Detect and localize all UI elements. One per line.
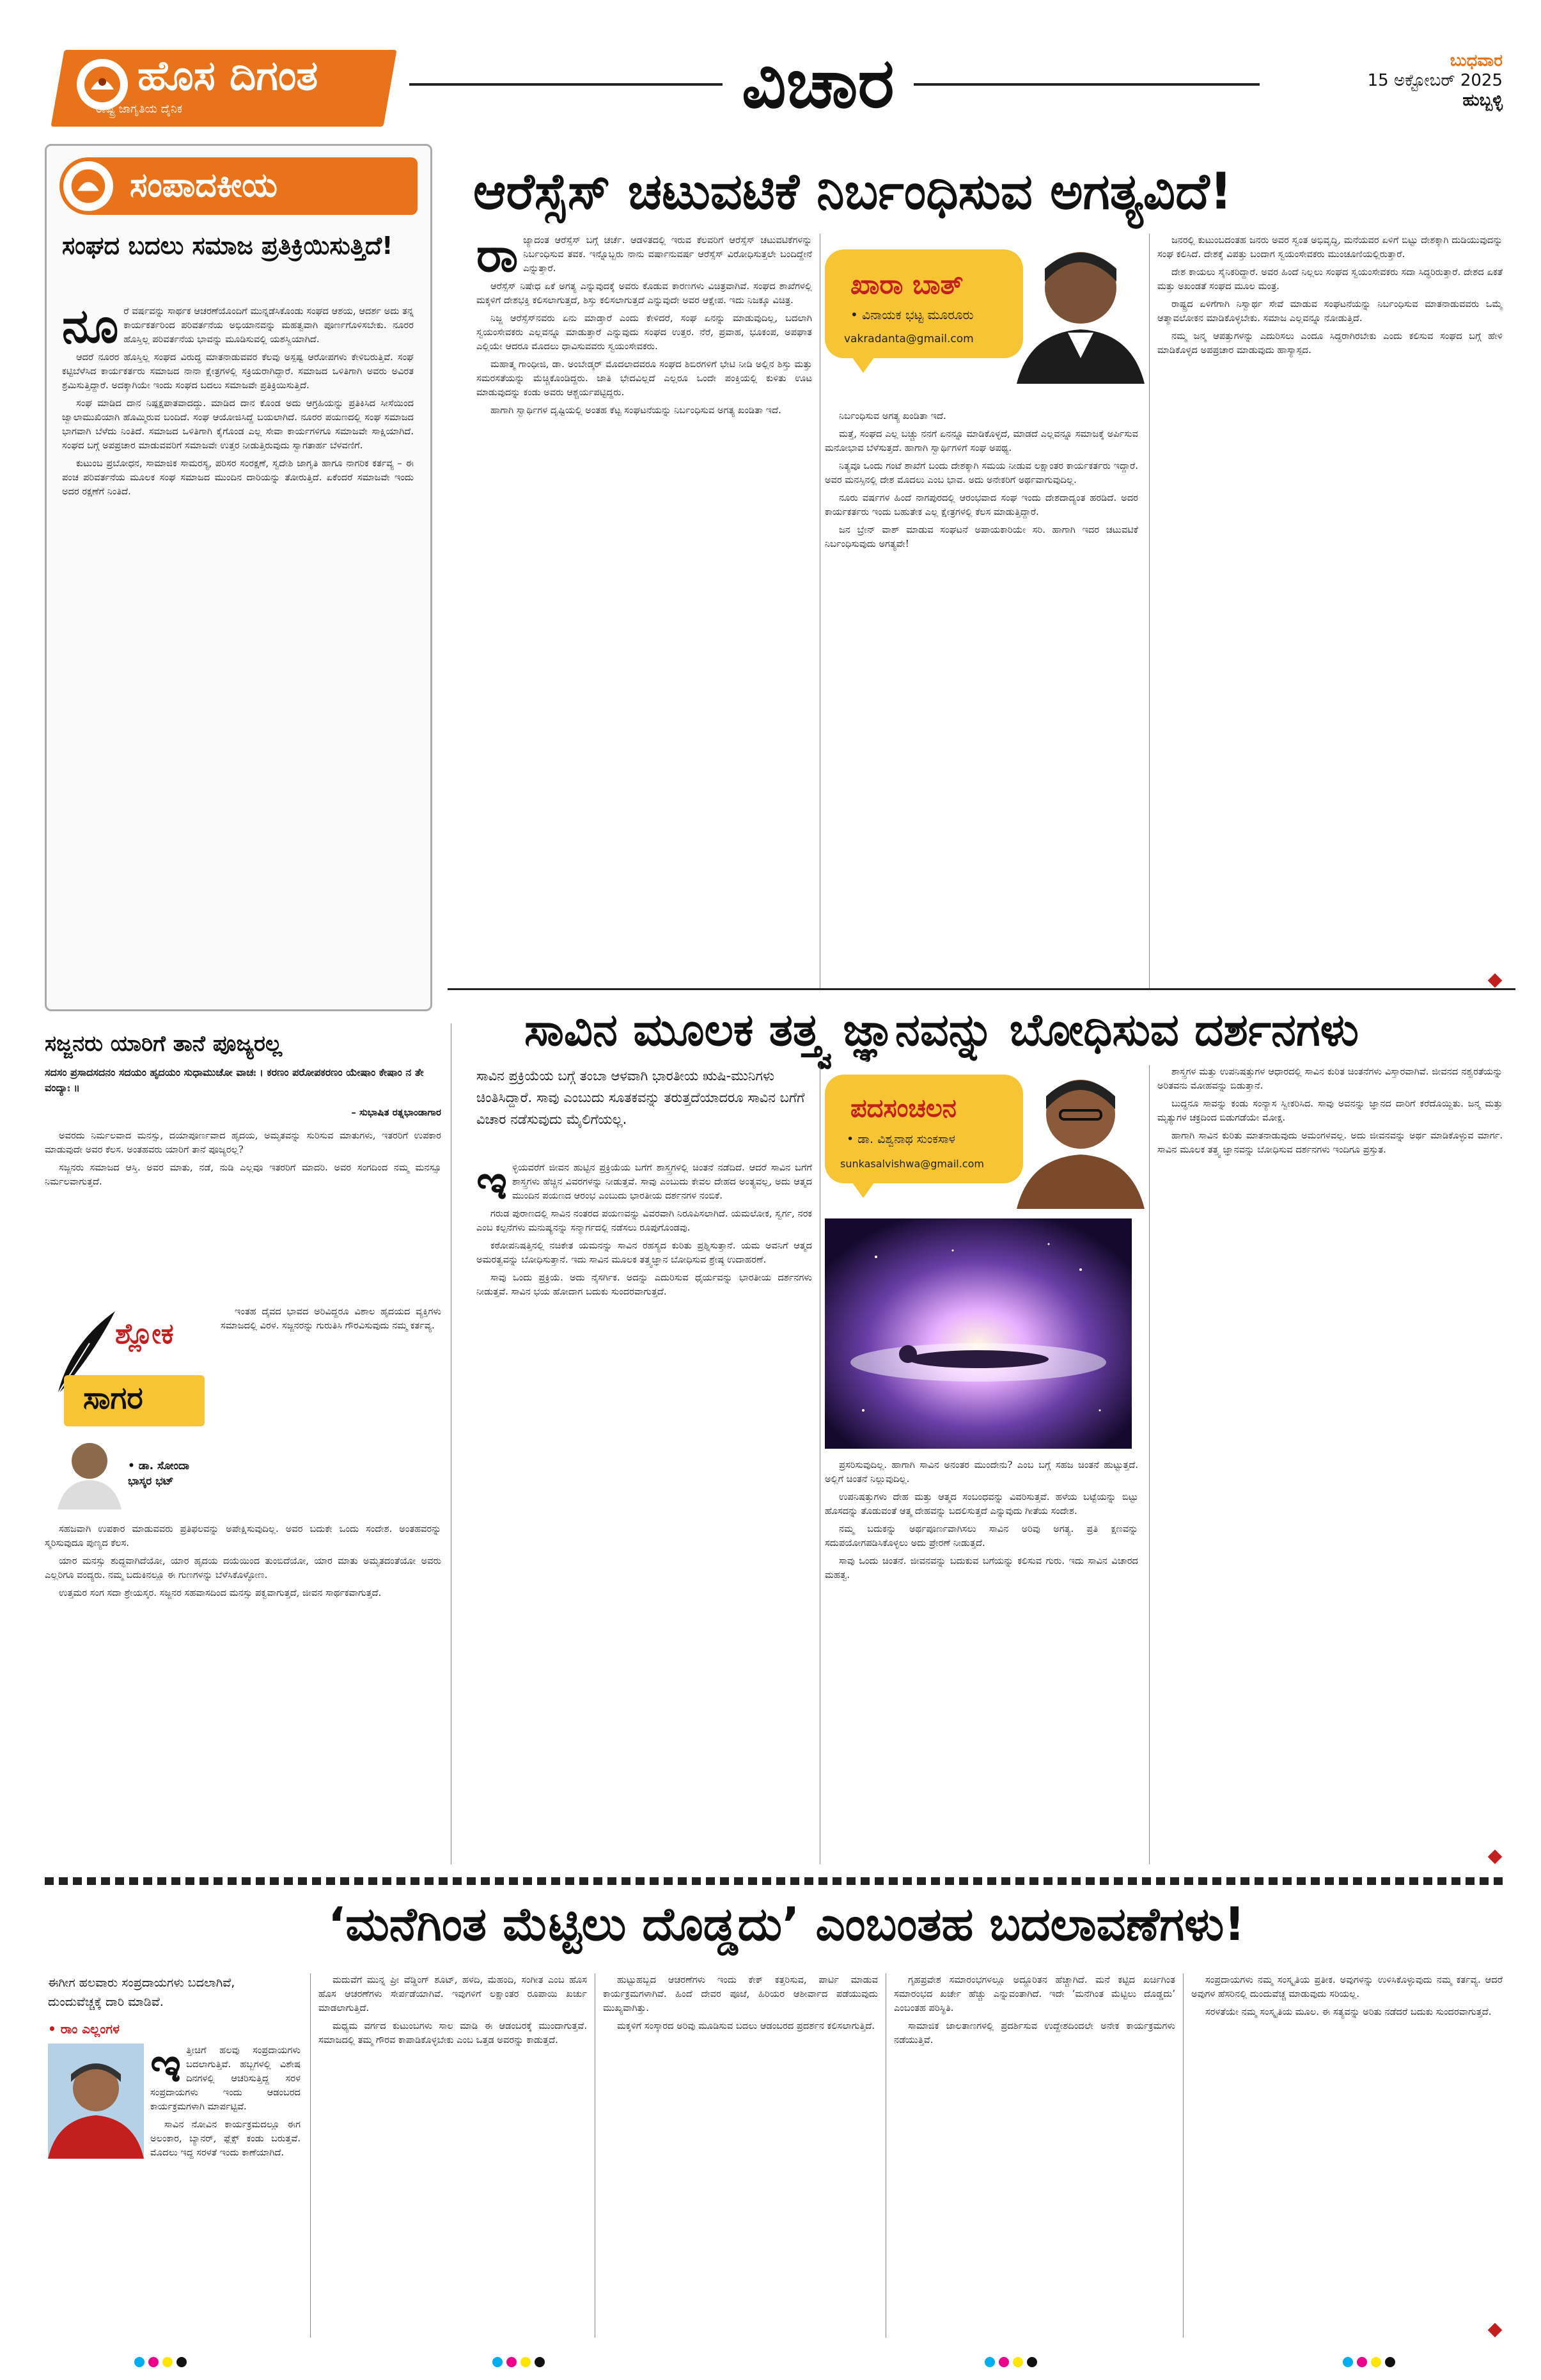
article3-col2 (318, 1973, 587, 2338)
article2-paragraph: ಸಾವು ಒಂದು ಚಿಂತನೆ. ಜೀವನವನ್ನು ಬದುಕುವ ಬಗೆಯನ್ನು ಕಲಿಸುವ ಗುರು. ಇದು ಸಾವಿನ ವಿಚಾರದ ಮಹತ್ವ. (825, 1556, 1138, 1580)
article1-column-badge (825, 237, 1145, 384)
article2-paragraph: ಉಪನಿಷತ್ತುಗಳು ದೇಹ ಮತ್ತು ಆತ್ಮದ ಸಂಬಂಧವನ್ನು ವಿವರಿಸುತ್ತವೆ. ಹಳೆಯ ಬಟ್ಟೆಯನ್ನು ಬಿಟ್ಟು ಹೊಸದನ್ನು ತೊಡುವಂತೆ ಆತ್ಮ ದೇಹವನ್ನು ಬದಲಿಸುತ್ತದೆ ಎನ್ನುವುದು ಗೀತೆಯ ಸಂದೇಶ. (825, 1492, 1138, 1517)
article1-dropcap: ರಾ (476, 233, 519, 283)
shloka-paragraph: ಇಂತಹ ದೈವದ ಭಾವದ ಅರಿವಿದ್ದರೂ ವಿಶಾಲ ಹೃದಯದ ವ್ಯಕ್ತಿಗಳು ಸಮಾಜದಲ್ಲಿ ವಿರಳ. ಸಜ್ಜನರನ್ನು ಗುರುತಿಸಿ ಗೌರವಿಸುವುದು ನಮ್ಮ ಕರ್ತವ್ಯ. (221, 1306, 441, 1331)
article2-paragraph: ಕಠೋಪನಿಷತ್ತಿನಲ್ಲಿ ನಚಿಕೇತ ಯಮನನ್ನು ಸಾವಿನ ರಹಸ್ಯದ ಕುರಿತು ಪ್ರಶ್ನಿಸುತ್ತಾನೆ. ಯಮ ಅವನಿಗೆ ಆತ್ಮದ ಅಮರತ್ವವನ್ನು ಬೋಧಿಸುತ್ತಾನೆ. ಇದು ಸಾವಿನ ಮೂಲಕ ತತ್ತ್ವಜ್ಞಾನ ಬೋಧಿಸುವ ಶ್ರೇಷ್ಠ ಉದಾಹರಣೆ. (476, 1240, 812, 1265)
article3-lede: ಈಗೀಗ ಹಲವಾರು ಸಂಪ್ರದಾಯಗಳು ಬದಲಾಗಿವೆ, ದುಂದುವೆಚ್ಚಕ್ಕೆ ದಾರಿ ಮಾಡಿವೆ. (48, 1976, 235, 2009)
day: ಬುಧವಾರ (1450, 51, 1503, 70)
article1-paragraph: ನಮ್ಮ ಜನ್ಮ ಆಪತ್ತುಗಳನ್ನು ಎದುರಿಸಲು ಎಂದೂ ಸಿದ್ಧರಾಗಿರಬೇಕು ಎಂದು ಕಲಿಸುವ ಸಂಘದ ಬಗ್ಗೆ ಹೇಳಿ ಮಾಡಿಕೊಳ್ಳದ ಅಪಪ್ರಚಾರ ಮಾಡುವುದು ಹಾಸ್ಯಾಸ್ಪದ. (1157, 331, 1503, 356)
article2-email: sunkasalvishwa@gmail.com (840, 1158, 984, 1170)
article3-headline: ‘ಮನೆಗಿಂತ ಮೆಟ್ಟಿಲು ದೊಡ್ಡದು’ ಎಂಬಂತಹ ಬದಲಾವಣೆಗಳು! (327, 1897, 1246, 1951)
column-rule (1183, 1973, 1184, 2338)
yellow-dot (1013, 2357, 1023, 2367)
article2-col1 (476, 1161, 812, 1864)
section-title: ವಿಚಾರ (723, 43, 914, 125)
article3-paragraph: ಮಧ್ಯಮ ವರ್ಗದ ಕುಟುಂಬಗಳು ಸಾಲ ಮಾಡಿ ಈ ಆಡಂಬರಕ್ಕೆ ಮುಂದಾಗುತ್ತವೆ. ಸಮಾಜದಲ್ಲಿ ತಮ್ಮ ಗೌರವ ಕಾಪಾಡಿಕೊಳ್ಳಬೇಕು ಎಂಬ ಒತ್ತಡ ಅವರನ್ನು ಕಾಡುತ್ತದೆ. (318, 2021, 587, 2045)
article1-paragraph: ನಿತ್ಯವೂ ಒಂದು ಗಂಟೆ ಶಾಖೆಗೆ ಬಂದು ದೇಶಕ್ಕಾಗಿ ಸಮಯ ನೀಡುವ ಲಕ್ಷಾಂತರ ಕಾರ್ಯಕರ್ತರು ಇದ್ದಾರೆ. ಅವರ ಮನಸ್ಸಿನಲ್ಲಿ ದೇಶ ಮೊದಲು ಎಂಬ ಭಾವ. ಅದು ಅನೇಕರಿಗೆ ಅರ್ಥವಾಗುವುದಿಲ್ಲ. (825, 461, 1138, 485)
article3-col4 (894, 1973, 1175, 2338)
paper-name: ಹೊಸ ದಿಗಂತ (137, 52, 318, 100)
article1-paragraph: ಜನರಲ್ಲಿ ಕುಟುಂಬದಂತಹ ಜನರು ಅವರ ಸ್ವಂತ ಅಭಿವೃದ್ಧಿ, ಮನೆಯವರ ಏಳಿಗೆ ಬಿಟ್ಟು ದೇಶಕ್ಕಾಗಿ ದುಡಿಯುವುದನ್ನು ಸಂಘ ಕಲಿಸಿದೆ. ದೇಶಕ್ಕೆ ವಿಪತ್ತು ಬಂದಾಗ ಸ್ವಯಂಸೇವಕರು ಮುಂಚೂಣಿಯಲ್ಲಿರುತ್ತಾರೆ. (1157, 235, 1503, 260)
article2-illustration (825, 1218, 1132, 1449)
article3-col1 (48, 2044, 301, 2338)
article2-lede: ಸಾವಿನ ಪ್ರಕ್ರಿಯೆಯ ಬಗ್ಗೆ ತಂಬಾ ಆಳವಾಗಿ ಭಾರತೀಯ ಋಷಿ-ಮುನಿಗಳು ಚಿಂತಿಸಿದ್ದಾರೆ. ಸಾವು ಎಂಬುದು ಸೂತಕವನ್ನು ತರುತ್ತದೆಯಾದರೂ ಸಾವಿನ ಬಗೆಗೆ ವಿಚಾರ ನಡೆಸುವುದು ಮೈಲಿಗೆಯಲ್ಲ. (476, 1068, 805, 1127)
article1-paragraph: ನಿರ್ಬಂಧಿಸುವ ಅಗತ್ಯ ಖಂಡಿತಾ ಇದೆ. (839, 411, 946, 422)
article1-paragraph: ನಿಜ್ಜ ಆರೆಸ್ಸೆಸ್‌ನವರು ಏನು ಮಾಡ್ತಾರೆ ಎಂದು ಕೇಳಿದರೆ, ಸಂಘ ಏನನ್ನು ಮಾಡುವುದಿಲ್ಲ, ಬದಲಾಗಿ ಸ್ವಯಂಸೇವಕರು ಎಲ್ಲವನ್ನೂ ಮಾಡುತ್ತಾರೆ ಎನ್ನುವುದು ಸಂಘದ ಉತ್ತರ. ನೆರೆ, ಪ್ರವಾಹ, ಭೂಕಂಪ, ಅಪಘಾತ ಎಲ್ಲಿಯೇ ಆದರೂ ಮೊದಲು ಧಾವಿಸುವವರು ಸ್ವಯಂಸೇವಕರು. (476, 313, 812, 352)
editorial-body (62, 304, 414, 995)
article2-author-photo (1017, 1062, 1145, 1209)
shloka-badge-line1: ಶ್ಲೋಕ (115, 1318, 174, 1350)
cyan-dot (1343, 2357, 1353, 2367)
yellow-dot (162, 2357, 173, 2367)
article3-paragraph: ಮಕ್ಕಳಿಗೆ ಸಂಸ್ಕಾರದ ಅರಿವು ಮೂಡಿಸುವ ಬದಲು ಆಡಂಬರದ ಪ್ರದರ್ಶನ ಕಲಿಸಲಾಗುತ್ತಿದೆ. (617, 2021, 875, 2031)
shloka-author-photo (51, 1433, 128, 1509)
article1-paragraph: ಮತ್ತೆ, ಸಂಘದ ಎಲ್ಲ ಬಚ್ಚು ನನಗೆ ಏನನ್ನೂ ಮಾಡಿಕೊಳ್ಳದೆ, ಮಾಡದೆ ಎಲ್ಲವನ್ನೂ ಸಮಾಜಕ್ಕೆ ಅರ್ಪಿಸುವ ಮನೋಭಾವ ಬೆಳೆಸುತ್ತದೆ. ಹಾಗಾಗಿ ಸ್ವಾರ್ಥಿಗಳಿಗೆ ಸಂಘ ಅಪಥ್ಯ. (825, 429, 1138, 453)
paper-tagline: ರಾಷ್ಟ್ರ ಜಾಗೃತಿಯ ದೈನಿಕ (96, 102, 183, 116)
article2-dropcap: ಇ (476, 1161, 508, 1210)
cyan-dot (985, 2357, 995, 2367)
editorial-headline: ಸಂಘದ ಬದಲು ಸಮಾಜ ಪ್ರತಿಕ್ರಿಯಿಸುತ್ತಿದೆ! (62, 232, 393, 260)
black-dot (535, 2357, 545, 2367)
article3-col3 (603, 1973, 878, 2338)
yellow-dot (520, 2357, 531, 2367)
article1-paragraph: ನೂರು ವರ್ಷಗಳ ಹಿಂದೆ ನಾಗಪುರದಲ್ಲಿ ಆರಂಭವಾದ ಸಂಘ ಇಂದು ದೇಶದಾದ್ಯಂತ ಹರಡಿದೆ. ಅದರ ಕಾರ್ಯಕರ್ತರು ಇಂದು ಬಹುತೇಕ ಎಲ್ಲ ಕ್ಷೇತ್ರಗಳಲ್ಲಿ ಕೆಲಸ ಮಾಡುತ್ತಿದ್ದಾರೆ. (825, 493, 1138, 517)
shloka-body-top (45, 1129, 441, 1295)
magenta-dot (1357, 2357, 1367, 2367)
article2-column-badge (825, 1062, 1145, 1209)
cyan-dot (492, 2357, 503, 2367)
article1-paragraph: ಹಾಗಾಗಿ ಸ್ವಾರ್ಥಿಗಳ ದೃಷ್ಟಿಯಲ್ಲಿ ಅಂತಹ ಕೆಟ್ಟ ಸಂಘಟನೆಯನ್ನು ನಿರ್ಬಂಧಿಸುವ ಅಗತ್ಯ ಖಂಡಿತಾ ಇದೆ. (490, 405, 781, 416)
article2-paragraph: ಗರುಡ ಪುರಾಣದಲ್ಲಿ ಸಾವಿನ ನಂತರದ ಪಯಣವನ್ನು ವಿವರವಾಗಿ ನಿರೂಪಿಸಲಾಗಿದೆ. ಯಮಲೋಕ, ಸ್ವರ್ಗ, ನರಕ ಎಂಬ ಕಲ್ಪನೆಗಳು ಮನುಷ್ಯನನ್ನು ಸನ್ಮಾರ್ಗದಲ್ಲಿ ನಡೆಸಲು ರೂಪುಗೊಂಡವು. (476, 1208, 812, 1233)
shloka-paragraph: ಸಹಜವಾಗಿ ಉಪಕಾರ ಮಾಡುವವರು ಪ್ರತಿಫಲವನ್ನು ಅಪೇಕ್ಷಿಸುವುದಿಲ್ಲ. ಅವರ ಬದುಕೇ ಒಂದು ಸಂದೇಶ. ಅಂತಹವರನ್ನು ಸ್ಮರಿಸುವುದೂ ಪುಣ್ಯದ ಕೆಲಸ. (45, 1524, 441, 1549)
article3-paragraph: ಸಾವಿನ ನೋವಿನ ಕಾರ್ಯಕ್ರಮದಲ್ಲೂ ಈಗ ಅಲಂಕಾರ, ಬ್ಯಾನರ್, ಫ್ಲೆಕ್ಸ್ ಕಂಡು ಬರುತ್ತವೆ. ಮೊದಲು ಇದ್ದ ಸರಳತೆ ಇಂದು ಕಾಣೆಯಾಗಿದೆ. (150, 2119, 301, 2158)
registration-marks (985, 2357, 1037, 2367)
article2-paragraph: ಶಾಸ್ತ್ರಗಳ ಮತ್ತು ಉಪನಿಷತ್ತುಗಳ ಆಧಾರದಲ್ಲಿ ಸಾವಿನ ಕುರಿತ ಚಿಂತನೆಗಳು ವಿಸ್ತಾರವಾಗಿವೆ. ಜೀವನದ ನಶ್ವರತೆಯನ್ನು ಅರಿತವನು ಮೋಹವನ್ನು ಬಿಡುತ್ತಾನೆ. (1157, 1066, 1503, 1091)
column-rule (310, 1973, 311, 2338)
article3-col5 (1191, 1973, 1503, 2338)
article3-paragraph: ಗೃಹಪ್ರವೇಶ ಸಮಾರಂಭಗಳಲ್ಲೂ ಅದ್ದೂರಿತನ ಹೆಚ್ಚಾಗಿದೆ. ಮನೆ ಕಟ್ಟಿದ ಖರ್ಚಿಗಿಂತ ಸಮಾರಂಭದ ಖರ್ಚೇ ಹೆಚ್ಚು ಎನ್ನುವಂತಾಗಿದೆ. ಇದೇ ‘ಮನೆಗಿಂತ ಮೆಟ್ಟಿಲು ದೊಡ್ಡದು’ ಎಂಬಂತಹ ಪರಿಸ್ಥಿತಿ. (894, 1974, 1175, 2014)
article1-paragraph: ಜನ ಬ್ರೇನ್ ವಾಶ್ ಮಾಡುವ ಸಂಘಟನೆ ಅಪಾಯಕಾರಿಯೇ ಸರಿ. ಹಾಗಾಗಿ ಇದರ ಚಟುವಟಿಕೆ ನಿರ್ಬಂಧಿಸುವುದು ಅಗತ್ಯವೇ! (825, 524, 1138, 549)
article1-col1 (476, 233, 812, 988)
article2-paragraph: ನಮ್ಮ ಬದುಕನ್ನು ಅರ್ಥಪೂರ್ಣವಾಗಿಸಲು ಸಾವಿನ ಅರಿವು ಅಗತ್ಯ. ಪ್ರತಿ ಕ್ಷಣವನ್ನು ಸದುಪಯೋಗಪಡಿಸಿಕೊಳ್ಳಲು ಅದು ಪ್ರೇರಣೆ ನೀಡುತ್ತದೆ. (825, 1524, 1138, 1549)
shloka-paragraph: ಅವರದು ನಿರ್ಮಲವಾದ ಮನಸ್ಸು, ದಯಾಪೂರ್ಣವಾದ ಹೃದಯ, ಅಮೃತವನ್ನು ಸುರಿಸುವ ಮಾತುಗಳು, ಇತರರಿಗೆ ಉಪಕಾರ ಮಾಡುವುದೇ ಅವರ ಕೆಲಸ. ಅಂತಹವರು ಯಾರಿಗೆ ತಾನೆ ಪೂಜ್ಯರಲ್ಲ? (45, 1130, 441, 1155)
article1-col2 (825, 409, 1138, 988)
masthead (0, 0, 1541, 134)
editorial-dropcap: ನೂ (62, 304, 119, 354)
dateline (1298, 51, 1503, 111)
shloka-headline: ಸಜ್ಜನರು ಯಾರಿಗೆ ತಾನೆ ಪೂಜ್ಯರಲ್ಲ (45, 1031, 283, 1057)
article1-paragraph: ಮಹಾತ್ಮ ಗಾಂಧೀಜಿ, ಡಾ. ಅಂಬೇಡ್ಕರ್ ಮೊದಲಾದವರೂ ಸಂಘದ ಶಿಬಿರಗಳಿಗೆ ಭೇಟಿ ನೀಡಿ ಅಲ್ಲಿನ ಶಿಸ್ತು ಮತ್ತು ಸಮರಸತೆಯನ್ನು ಮೆಚ್ಚಿಕೊಂಡಿದ್ದರು. ಜಾತಿ ಭೇದವಿಲ್ಲದೆ ಎಲ್ಲರೂ ಒಂದೇ ಪಂಕ್ತಿಯಲ್ಲಿ ಕುಳಿತು ಊಟ ಮಾಡುವುದನ್ನು ಕಂಡು ಅವರು ಆಶ್ಚರ್ಯಪಟ್ಟಿದ್ದರು. (476, 359, 812, 398)
registration-marks (492, 2357, 545, 2367)
registration-marks (1343, 2357, 1395, 2367)
city: ಹುಬ್ಬಳ್ಳಿ (1462, 91, 1503, 110)
article2-col3 (1157, 1065, 1503, 1864)
article3-paragraph: ಹುಟ್ಟುಹಬ್ಬದ ಆಚರಣೆಗಳು ಇಂದು ಕೇಕ್ ಕತ್ತರಿಸುವ, ಪಾರ್ಟಿ ಮಾಡುವ ಕಾರ್ಯಕ್ರಮಗಳಾಗಿವೆ. ಹಿಂದೆ ದೇವರ ಪೂಜೆ, ಹಿರಿಯರ ಆಶೀರ್ವಾದ ಪಡೆಯುವುದು ಮುಖ್ಯವಾಗಿತ್ತು. (603, 1974, 878, 2014)
article3-author: • ರಾಂ ಎಲ್ಲಂಗಳ (48, 2021, 120, 2037)
article1-column-name: ಖಾರಾ ಬಾತ್ (850, 269, 964, 300)
article2-paragraph: ಪ್ರಸರಿಸುವುದಿಲ್ಲ. ಹಾಗಾಗಿ ಸಾವಿನ ಅನಂತರ ಮುಂದೇನು? ಎಂಬ ಬಗ್ಗೆ ಸಹಜ ಚಿಂತನೆ ಹುಟ್ಟುತ್ತದೆ. ಅಲ್ಲಿಗೆ ಚಿಂತನೆ ನಿಲ್ಲುವುದಿಲ್ಲ. (825, 1460, 1138, 1485)
shloka-body-side (221, 1305, 441, 1516)
black-dot (1385, 2357, 1395, 2367)
editorial-badge (59, 157, 418, 215)
article2-paragraph: ಬುದ್ಧನೂ ಸಾವನ್ನು ಕಂಡು ಸಂನ್ಯಾಸ ಸ್ವೀಕರಿಸಿದ. ಸಾವು ಅವನನ್ನು ಜ್ಞಾನದ ದಾರಿಗೆ ಕರೆದೊಯ್ದಿತು. ಜನ್ಮ ಮತ್ತು ಮೃತ್ಯುಗಳ ಚಕ್ರದಿಂದ ಬಿಡುಗಡೆಯೇ ಮೋಕ್ಷ. (1157, 1098, 1503, 1123)
editorial-paragraph: ರೆ ವರ್ಷವನ್ನು ಸಾರ್ಥಕ ಆಚರಣೆಯೊಂದಿಗೆ ಮುನ್ನಡೆಸಿಕೊಂಡು ಸಂಘದ ಆಶಯ, ಆದರ್ಶ ಅದು ತನ್ನ ಕಾರ್ಯಕರ್ತರಿಂದ ಪರಿವರ್ತನೆಯ ಅಭಿಯಾನವನ್ನು ಮಹತ್ವವಾಗಿ ಪೂರ್ಣಗೊಳಿಸಬೇಕು. ನೂರರ ಹೊಸ್ತಿಲ್ಲ ಪರಿವರ್ತನೆಯ ಭಾವನ್ನು ಮೂಡಿಸುವಲ್ಲಿ ಯಶಸ್ವಿಯಾಗಿದೆ. (123, 306, 414, 345)
shloka-paragraph: ಯಾರ ಮನಸ್ಸು ಶುದ್ಧವಾಗಿದೆಯೋ, ಯಾರ ಹೃದಯ ದಯೆಯಿಂದ ತುಂಬಿದೆಯೋ, ಯಾರ ಮಾತು ಅಮೃತದಂತೆಯೋ ಅವರು ಎಲ್ಲರಿಗೂ ವಂದ್ಯರು. ನಮ್ಮ ಬದುಕಿನಲ್ಲೂ ಈ ಗುಣಗಳನ್ನು ಬೆಳೆಸಿಕೊಳ್ಳೋಣ. (45, 1556, 441, 1580)
editorial-emblem-icon (63, 161, 113, 211)
article3-paragraph: ಸರಳತೆಯೇ ನಮ್ಮ ಸಂಸ್ಕೃತಿಯ ಮೂಲ. ಈ ಸತ್ಯವನ್ನು ಅರಿತು ನಡೆದರೆ ಬದುಕು ಸುಂದರವಾಗುತ್ತದೆ. (1205, 2006, 1492, 2017)
article2-column-name: ಪದಸಂಚಲನ (850, 1094, 957, 1123)
editorial-paragraph: ಕುಟುಂಬ ಪ್ರಬೋಧನ, ಸಾಮಾಜಿಕ ಸಾಮರಸ್ಯ, ಪರಿಸರ ಸಂರಕ್ಷಣೆ, ಸ್ವದೇಶಿ ಜಾಗೃತಿ ಹಾಗೂ ನಾಗರಿಕ ಕರ್ತವ್ಯ – ಈ ಪಂಚ ಪರಿವರ್ತನೆಯ ಮೂಲಕ ಸಂಘ ಸಮಾಜದ ಮುಂದಿನ ದಾರಿಯನ್ನು ತೋರುತ್ತಿದೆ. ಏಕೆಂದರೆ ಸಮಾಜವೇ ಇಂದು ಅದರ ರಕ್ಷಣೆಗೆ ನಿಂತಿದೆ. (62, 458, 414, 497)
article1-author-photo (1017, 237, 1145, 384)
magenta-dot (148, 2357, 159, 2367)
article1-paragraph: ರಾಷ್ಟ್ರದ ಏಳಿಗೆಗಾಗಿ ನಿಸ್ವಾರ್ಥ ಸೇವೆ ಮಾಡುವ ಸಂಘಟನೆಯನ್ನು ನಿರ್ಬಂಧಿಸುವ ಮಾತನಾಡುವವರು ಒಮ್ಮೆ ಆತ್ಮಾವಲೋಕನ ಮಾಡಿಕೊಳ್ಳಬೇಕು. ಸಮಾಜ ಎಲ್ಲವನ್ನೂ ನೋಡುತ್ತಿದೆ. (1157, 299, 1503, 324)
article3-paragraph: ತ್ತೀಚಿಗೆ ಹಲವು ಸಂಪ್ರದಾಯಗಳು ಬದಲಾಗುತ್ತಿವೆ. ಹಬ್ಬಗಳಲ್ಲಿ ವಿಶೇಷ ದಿನಗಳಲ್ಲಿ ಆಚರಿಸುತ್ತಿದ್ದ ಸರಳ ಸಂಪ್ರದಾಯಗಳು ಇಂದು ಆಡಂಬರದ ಕಾರ್ಯಕ್ರಮಗಳಾಗಿ ಮಾರ್ಪಟ್ಟಿವೆ. (150, 2045, 301, 2112)
black-dot (176, 2357, 187, 2367)
article1-paragraph: ಜ್ಯಾದಂತ ಆರೆಸ್ಸೆಸ್ ಬಗ್ಗೆ ಚರ್ಚೆ. ಆಡಳಿತದಲ್ಲಿ ಇರುವ ಕೆಲವರಿಗೆ ಆರೆಸ್ಸೆಸ್ ಚಟುವಟಿಕೆಗಳನ್ನು ನಿರ್ಬಂಧಿಸುವ ತವಕ. ಇನ್ನೊಬ್ಬರು ನಾನು ವರ್ಷಾನುವರ್ಷ ಆರೆಸ್ಸೆಸ್ ವಿರೋಧಿಸುತ್ತಲೇ ಬಂದಿದ್ದೇನೆ ಎನ್ನುತ್ತಾರೆ. (523, 235, 812, 274)
article3-paragraph: ಸಾಮಾಜಿಕ ಜಾಲತಾಣಗಳಲ್ಲಿ ಪ್ರದರ್ಶಿಸುವ ಉದ್ದೇಶದಿಂದಲೇ ಅನೇಕ ಕಾರ್ಯಕ್ರಮಗಳು ನಡೆಯುತ್ತಿವೆ. (894, 2021, 1175, 2045)
shloka-source: – ಸುಭಾಷಿತ ರತ್ನಭಾಂಡಾಗಾರ (351, 1107, 441, 1118)
shloka-badge-line2: ಸಾಗರ (83, 1380, 143, 1416)
column-rule (1149, 233, 1150, 988)
editorial-paragraph: ಸಂಘ ಮಾಡಿದ ದಾನ ನಿಷ್ಪಕ್ಷಪಾತವಾದದ್ದು. ಮಾಡಿದ ದಾನ ಕೊಂಡ ಅದು ಆಗ್ರಹಿಯನ್ನು ಪ್ರತಿಕಿಸಿದ ಸೀಸೆಯಿಂದ ಜ್ವಾಲಾಮುಖಿಯಾಗಿ ಹೊಮ್ಮಿರುವ ಬಂದಿದೆ. ಸಂಘ ಆಯೋಜಿಸಿದ್ದೆ ಬಯಲಾಗಿದೆ. ನೂರರ ಪಯಣದಲ್ಲಿ ಸಂಘ ಸಮಾಜದ ಭಾಗವಾಗಿ ಬೆಳೆದು ನಿಂತಿದೆ. ಸಮಾಜದ ಒಳಿತಿಗಾಗಿ ಕೈಗೊಂಡ ಎಲ್ಲ ಸೇವಾ ಕಾರ್ಯಗಳಿಗೂ ಸಮಾಜವೇ ಸಾಕ್ಷಿಯಾಗಿದೆ. ಸಂಘದ ಬಗ್ಗೆ ಅಪಪ್ರಚಾರ ಮಾಡುವವರಿಗೆ ಸಮಾಜವೇ ಉತ್ತರ ನೀಡುತ್ತಿರುವುದು ಸ್ವಾಗತಾರ್ಹ ಬೆಳವಣಿಗೆ. (62, 398, 414, 451)
article2-paragraph: ಳ್ಳಿಯವರೆಗೆ ಜೀವನ ಹುಟ್ಟಿನ ಪ್ರಕ್ರಿಯೆಯ ಬಗೆಗೆ ಶಾಸ್ತ್ರಗಳಲ್ಲಿ ಚಿಂತನೆ ನಡೆದಿದೆ. ಆದರೆ ಸಾವಿನ ಬಗೆಗೆ ಶಾಸ್ತ್ರಗಳು ಹೆಚ್ಚಿನ ವಿವರಗಳನ್ನು ನೀಡುತ್ತವೆ. ಸಾವು ಎಂಬುದು ಕೇವಲ ದೇಹದ ಅಂತ್ಯವಲ್ಲ, ಅದು ಆತ್ಮದ ಮುಂದಿನ ಪಯಣದ ಆರಂಭ ಎಂಬುದು ಭಾರತೀಯ ದರ್ಶನಗಳ ನಂಬಿಕೆ. (512, 1162, 812, 1201)
magenta-dot (506, 2357, 517, 2367)
editorial-paragraph: ಆದರೆ ನೂರರ ಹೊಸ್ತಿಲ್ಲ ಸಂಘದ ವಿರುದ್ಧ ಮಾತನಾಡುವವರ ಕೆಲವು ಅಸ್ಪಷ್ಟ ಆರೋಪಗಳು ಕೇಳಿಬರುತ್ತಿವೆ. ಸಂಘ ಕಟ್ಟಿಬೆಳೆಸಿದ ಕಾರ್ಯಕರ್ತರು ಸಮಾಜದ ನಾನಾ ಕ್ಷೇತ್ರಗಳಲ್ಲಿ ಸಕ್ರಿಯರಾಗಿದ್ದಾರೆ. ಸಮಾಜದ ಒಳಿತಿಗಾಗಿ ಅವರು ಅವಿರತ ಶ್ರಮಿಸುತ್ತಿದ್ದಾರೆ. ಅದಕ್ಕಾಗಿಯೇ ಇಂದು ಸಂಘದ ಬದಲು ಸಮಾಜವೇ ಪ್ರತಿಕ್ರಿಯಿಸುತ್ತಿದೆ. (62, 352, 414, 391)
article3-paragraph: ಮದುವೆಗೆ ಮುನ್ನ ಪ್ರೀ ವೆಡ್ಡಿಂಗ್ ಶೂಟ್, ಹಳದಿ, ಮೆಹಂದಿ, ಸಂಗೀತ ಎಂಬ ಹೊಸ ಹೊಸ ಆಚರಣೆಗಳು ಸೇರ್ಪಡೆಯಾಗಿವೆ. ಇವುಗಳಿಗೆ ಲಕ್ಷಾಂತರ ರೂಪಾಯಿ ಖರ್ಚು ಮಾಡಲಾಗುತ್ತಿದೆ. (318, 1974, 587, 2014)
article1-paragraph: ಆರೆಸ್ಸೆಸ್ ನಿಷೇಧ ಏಕೆ ಅಗತ್ಯ ಎನ್ನುವುದಕ್ಕೆ ಅವರು ಕೊಡುವ ಕಾರಣಗಳು ವಿಚಿತ್ರವಾಗಿವೆ. ಸಂಘದ ಶಾಖೆಗಳಲ್ಲಿ ಮಕ್ಕಳಿಗೆ ದೇಶಭಕ್ತಿ ಕಲಿಸಲಾಗುತ್ತದೆ, ಶಿಸ್ತು ಕಲಿಸಲಾಗುತ್ತದೆ ಎನ್ನುವುದೇ ಅವರ ಆಕ್ಷೇಪ. ಇದು ನಿಜಕ್ಕೂ ವಿಚಿತ್ರ. (476, 281, 812, 306)
shloka-verse: ಸದಸಂ ಪ್ರಸಾದಸದನಂ ಸದಯಂ ಹೃದಯಂ ಸುಧಾಮುಚೋ ವಾಚಃ । ಕರಣಂ ಪರೋಪಕರಣಂ ಯೇಷಾಂ ಕೇಷಾಂ ನ ತೇ ವಂದ್ಯಾಃ ॥ (45, 1066, 424, 1094)
article3-paragraph: ಸಂಪ್ರದಾಯಗಳು ನಮ್ಮ ಸಂಸ್ಕೃತಿಯ ಪ್ರತೀಕ. ಅವುಗಳನ್ನು ಉಳಿಸಿಕೊಳ್ಳುವುದು ನಮ್ಮ ಕರ್ತವ್ಯ. ಆದರೆ ಅವುಗಳ ಹೆಸರಿನಲ್ಲಿ ದುಂದುವೆಚ್ಚ ಮಾಡುವುದು ಸರಿಯಲ್ಲ. (1191, 1974, 1503, 1999)
shloka-badge (45, 1305, 211, 1516)
article2-headline: ಸಾವಿನ ಮೂಲಕ ತತ್ತ್ವ ಜ್ಞಾನವನ್ನು ಬೋಧಿಸುವ ದರ್ಶನಗಳು (524, 1004, 1359, 1056)
article1-author: • ವಿನಾಯಕ ಭಟ್ಟ ಮೂರೂರು (850, 307, 974, 322)
date: 15 ಅಕ್ಟೋಬರ್ 2025 (1367, 71, 1503, 90)
section-divider (448, 988, 1515, 990)
article3-dropcap: ಇ (150, 2044, 182, 2093)
article1-paragraph: ದೇಶ ಕಾಯಲು ಸೈನಿಕರಿದ್ದಾರೆ. ಅವರ ಹಿಂದೆ ನಿಲ್ಲಲು ಸಂಘದ ಸ್ವಯಂಸೇವಕರು ಸದಾ ಸಿದ್ಧರಿರುತ್ತಾರೆ. ದೇಶದ ಏಕತೆ ಮತ್ತು ಅಖಂಡತೆ ಸಂಘದ ಮೂಲ ಮಂತ್ರ. (1157, 267, 1503, 292)
shloka-paragraph: ಸಜ್ಜನರು ಸಮಾಜದ ಆಸ್ತಿ. ಅವರ ಮಾತು, ನಡೆ, ನುಡಿ ಎಲ್ಲವೂ ಇತರರಿಗೆ ಮಾದರಿ. ಅವರ ಸಂಗದಿಂದ ನಮ್ಮ ಮನಸ್ಸೂ ನಿರ್ಮಲವಾಗುತ್ತದೆ. (45, 1162, 441, 1187)
dashed-divider (45, 1877, 1503, 1885)
shloka-paragraph: ಉತ್ತಮರ ಸಂಗ ಸದಾ ಶ್ರೇಯಸ್ಕರ. ಸಜ್ಜನರ ಸಹವಾಸದಿಂದ ಮನಸ್ಸು ಪಕ್ವವಾಗುತ್ತದೆ, ಜೀವನ ಸಾರ್ಥಕವಾಗುತ್ತದೆ. (59, 1588, 382, 1598)
shloka-author: • ಡಾ. ಸೋಂದಾ ಭಾಸ್ಕರ ಭಟ್ (128, 1460, 189, 1488)
editorial-box (45, 144, 432, 1011)
black-dot (1027, 2357, 1037, 2367)
article2-author: • ಡಾ. ವಿಶ್ವನಾಥ ಸುಂಕಸಾಳ (847, 1132, 955, 1146)
article1-email: vakradanta@gmail.com (844, 333, 974, 345)
magenta-dot (999, 2357, 1009, 2367)
editorial-badge-label: ಸಂಪಾದಕೀಯ (130, 166, 278, 205)
yellow-dot (1371, 2357, 1381, 2367)
cyan-dot (134, 2357, 145, 2367)
column-rule (1149, 1065, 1150, 1864)
shloka-body-bottom (45, 1522, 441, 1864)
article2-col2 (825, 1458, 1138, 1864)
article2-paragraph: ಹಾಗಾಗಿ ಸಾವಿನ ಕುರಿತು ಮಾತನಾಡುವುದು ಅಮಂಗಳವಲ್ಲ. ಅದು ಜೀವನವನ್ನು ಅರ್ಥ ಮಾಡಿಕೊಳ್ಳುವ ಮಾರ್ಗ. ಸಾವಿನ ಮೂಲಕ ತತ್ತ್ವ ಜ್ಞಾನವನ್ನು ಬೋಧಿಸುವ ದರ್ಶನಗಳು ಇಂದಿಗೂ ಪ್ರಸ್ತುತ. (1157, 1130, 1503, 1155)
article2-paragraph: ಸಾವು ಒಂದು ಪ್ರಕ್ರಿಯೆ. ಅದು ನೈಸರ್ಗಿಕ. ಅದನ್ನು ಎದುರಿಸುವ ಧೈರ್ಯವನ್ನು ಭಾರತೀಯ ದರ್ಶನಗಳು ನೀಡುತ್ತವೆ. ಸಾವಿನ ಭಯ ಹೋದಾಗ ಬದುಕು ಸುಂದರವಾಗುತ್ತದೆ. (476, 1272, 812, 1297)
article1-col3 (1157, 233, 1503, 988)
registration-marks (134, 2357, 187, 2367)
article1-headline: ಆರೆಸ್ಸೆಸ್ ಚಟುವಟಿಕೆ ನಿರ್ಬಂಧಿಸುವ ಅಗತ್ಯವಿದೆ! (473, 163, 1233, 221)
